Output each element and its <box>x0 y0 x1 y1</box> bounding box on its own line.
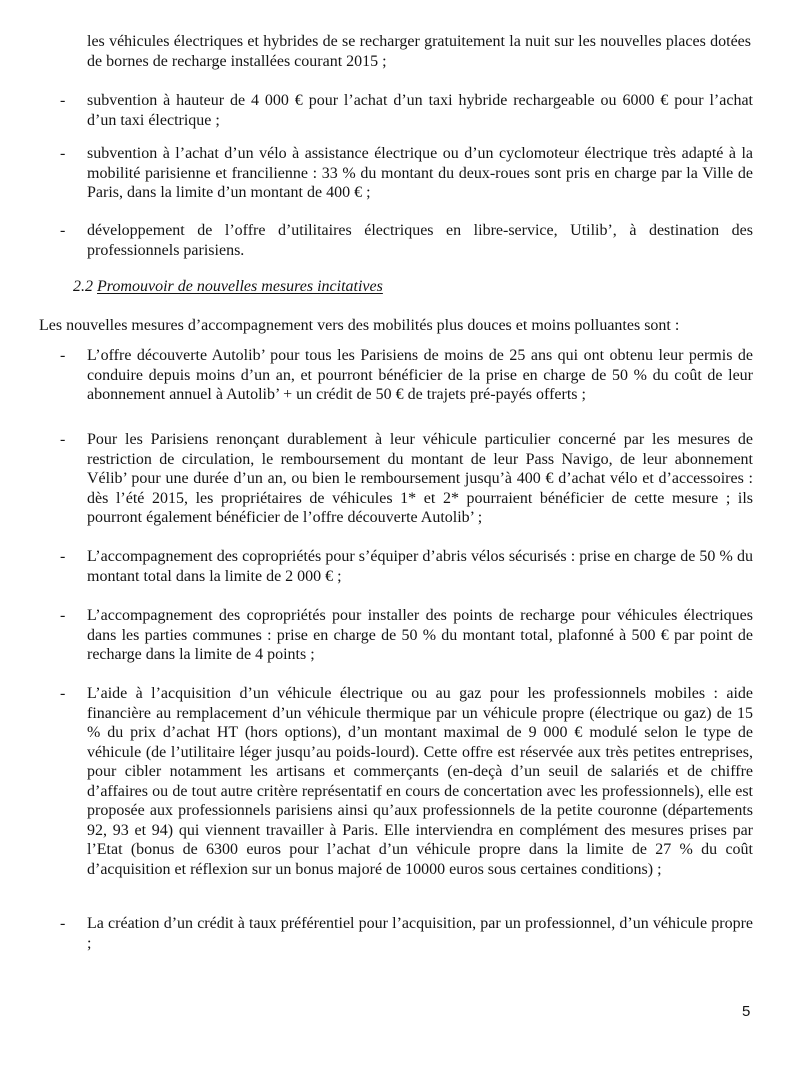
continuation-paragraph: les véhicules électriques et hybrides de se recharger gratuitement la nuit sur les nouvelles places dotées de bornes de recharge installées courant 2015 ; <box>87 33 751 70</box>
list-item-text: subvention à hauteur de 4 000 € pour l’achat d’un taxi hybride rechargeable ou 6000 € pour l’achat d’un taxi électrique ; <box>87 92 753 129</box>
list-item-text: L’accompagnement des copropriétés pour installer des points de recharge pour véhicules électriques dans les parties communes : prise en charge de 50 % du montant total, plafonné à 500 € par point de recharge dans la limite de 4 points ; <box>87 607 753 663</box>
section-heading <box>73 277 383 297</box>
bullet-dash: - <box>60 431 66 448</box>
bullet-dash: - <box>60 145 66 162</box>
list-item-text: Pour les Parisiens renonçant durablement à leur véhicule particulier concerné par les mesures de restriction de circulation, le remboursement du montant de leur Pass Navigo, de leur abonnement Vélib’ pour une durée d’un an, ou bien le remboursement jusqu’à 400 € d’achat vélo et d’accessoires : dès l’été 2015, les propriétaires de véhicules 1* et 2* pourraient bénéficier de cette mesure ; ils pourront également bénéficier de l’offre découverte Autolib’ ; <box>87 431 753 526</box>
bullet-dash: - <box>60 347 66 364</box>
bullet-dash: - <box>60 222 66 239</box>
list-item-text: L’offre découverte Autolib’ pour tous les Parisiens de moins de 25 ans qui ont obtenu leur permis de conduire depuis moins d’un an, et pourront bénéficier de la prise en charge de 50 % du coût de leur abonnement annuel à Autolib’ + un crédit de 50 € de trajets pré-payés offerts ; <box>87 347 753 403</box>
bullet-dash: - <box>60 915 66 932</box>
page-number: 5 <box>742 1003 751 1020</box>
section-number: 2.2 <box>73 278 93 295</box>
list-item-text: La création d’un crédit à taux préférentiel pour l’acquisition, par un professionnel, d’un véhicule propre ; <box>87 915 753 952</box>
bullet-dash: - <box>60 92 66 109</box>
section-title: Promouvoir de nouvelles mesures incitatives <box>97 278 383 295</box>
bullet-dash: - <box>60 685 66 702</box>
bullet-dash: - <box>60 607 66 624</box>
intro-paragraph: Les nouvelles mesures d’accompagnement vers des mobilités plus douces et moins polluantes sont : <box>39 317 680 334</box>
list-item-text: L’aide à l’acquisition d’un véhicule électrique ou au gaz pour les professionnels mobiles : aide financière au remplacement d’un véhicule thermique par un véhicule propre (électrique ou gaz) de 15 % du prix d’achat HT (hors options), d’un montant maximal de 9 000 € modulé selon le type de véhicule (de l’utilitaire léger jusqu’au poids-lourd). Cette offre est réservée aux très petites entreprises, pour cibler notamment les artisans et commerçants (en-deçà d’un seuil de salariés et de chiffre d’affaires ou de tout autre critère représentatif en cours de concertation avec les professionnels), elle est proposée aux professionnels parisiens ainsi qu’aux professionnels de la petite couronne (départements 92, 93 et 94) qui viennent travailler à Paris. Elle interviendra en complément des mesures prises par l’Etat (bonus de 6300 euros pour l’achat d’un véhicule propre dans la limite de 27 % du coût d’acquisition et réflexion sur un bonus majoré de 10000 euros sous certaines conditions) ; <box>87 685 753 878</box>
list-item-text: développement de l’offre d’utilitaires électriques en libre-service, Utilib’, à destination des professionnels parisiens. <box>87 222 753 259</box>
bullet-dash: - <box>60 548 66 565</box>
list-item-text: L’accompagnement des copropriétés pour s’équiper d’abris vélos sécurisés : prise en charge de 50 % du montant total dans la limite de 2 000 € ; <box>87 548 753 585</box>
list-item-text: subvention à l’achat d’un vélo à assistance électrique ou d’un cyclomoteur électrique très adapté à la mobilité parisienne et francilienne : 33 % du montant du deux-roues sont pris en charge par la Ville de Paris, dans la limite d’un montant de 400 € ; <box>87 145 753 201</box>
